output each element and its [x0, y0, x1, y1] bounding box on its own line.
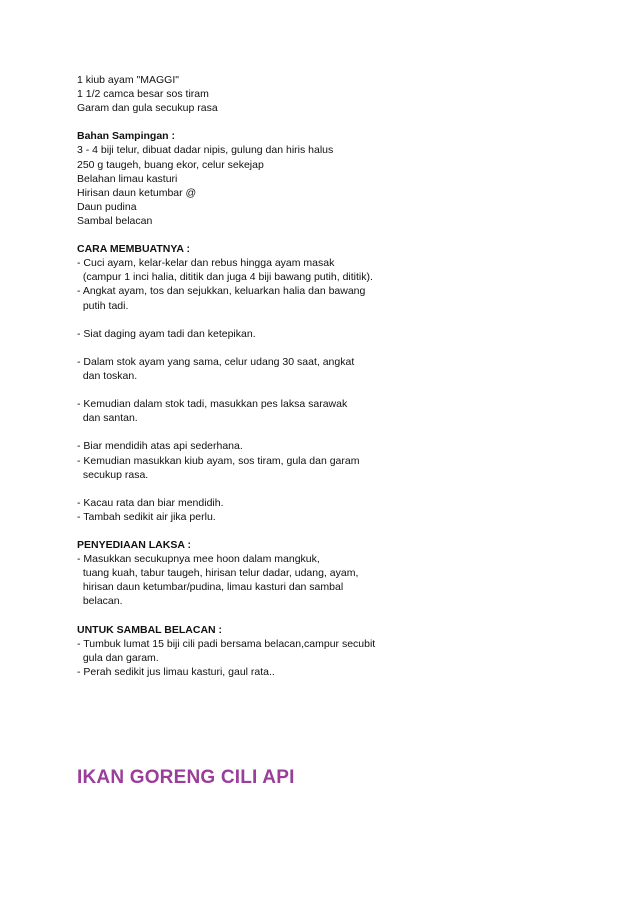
step-line: dan santan. — [77, 412, 138, 425]
step-line: secukup rasa. — [77, 468, 149, 481]
ingredient-line: 250 g taugeh, buang ekor, celur sekejap — [77, 158, 264, 171]
step-line: - Cuci ayam, kelar-kelar dan rebus hingga ayam masak — [77, 257, 335, 270]
paragraph-gap — [77, 425, 597, 439]
step-line: - Kemudian masukkan kiub ayam, sos tiram, gula dan garam — [77, 454, 360, 467]
intro-line: Garam dan gula secukup rasa — [77, 102, 218, 115]
intro-line: 1 1/2 camca besar sos tiram — [77, 88, 209, 101]
step-line: dan toskan. — [77, 369, 138, 382]
step-line: hirisan daun ketumbar/pudina, limau kasturi dan sambal — [77, 581, 344, 594]
section-heading-bahan-sampingan: Bahan Sampingan : — [77, 130, 176, 143]
paragraph-gap — [77, 482, 597, 496]
step-line: putih tadi. — [77, 299, 129, 312]
step-line: tuang kuah, tabur taugeh, hirisan telur dadar, udang, ayam, — [77, 567, 359, 580]
next-recipe-title: IKAN GORENG CILI API — [77, 767, 295, 788]
step-line: - Perah sedikit jus limau kasturi, gaul rata.. — [77, 665, 275, 678]
section-heading-cara-membuatnya: CARA MEMBUATNYA : — [77, 243, 190, 256]
step-line: - Tambah sedikit air jika perlu. — [77, 510, 216, 523]
step-line: - Kemudian dalam stok tadi, masukkan pes laksa sarawak — [77, 398, 348, 411]
ingredient-line: Belahan limau kasturi — [77, 172, 178, 185]
recipe-text-body — [77, 73, 597, 679]
step-line: - Angkat ayam, tos dan sejukkan, keluarkan halia dan bawang — [77, 285, 366, 298]
step-line: (campur 1 inci halia, dititik dan juga 4 biji bawang putih, dititik). — [77, 271, 373, 284]
ingredient-line: Daun pudina — [77, 200, 137, 213]
step-line: belacan. — [77, 595, 123, 608]
paragraph-gap — [77, 609, 597, 623]
intro-line: 1 kiub ayam "MAGGI" — [77, 74, 179, 86]
paragraph-gap — [77, 313, 597, 327]
paragraph-gap — [77, 228, 597, 242]
step-line: gula dan garam. — [77, 651, 159, 664]
ingredient-line: 3 - 4 biji telur, dibuat dadar nipis, gulung dan hiris halus — [77, 144, 334, 157]
paragraph-gap — [77, 341, 597, 355]
step-line: - Tumbuk lumat 15 biji cili padi bersama belacan,campur secubit — [77, 637, 376, 650]
paragraph-gap — [77, 383, 597, 397]
section-heading-penyediaan-laksa: PENYEDIAAN LAKSA : — [77, 539, 191, 552]
step-line: - Masukkan secukupnya mee hoon dalam mangkuk, — [77, 553, 320, 566]
ingredient-line: Hirisan daun ketumbar @ — [77, 186, 197, 199]
step-line: - Dalam stok ayam yang sama, celur udang 30 saat, angkat — [77, 355, 355, 368]
step-line: - Biar mendidih atas api sederhana. — [77, 440, 243, 453]
paragraph-gap — [77, 524, 597, 538]
ingredient-line: Sambal belacan — [77, 214, 153, 227]
paragraph-gap — [77, 115, 597, 129]
step-line: - Kacau rata dan biar mendidih. — [77, 496, 224, 509]
section-heading-sambal-belacan: UNTUK SAMBAL BELACAN : — [77, 623, 223, 636]
step-line: - Siat daging ayam tadi dan ketepikan. — [77, 327, 256, 340]
